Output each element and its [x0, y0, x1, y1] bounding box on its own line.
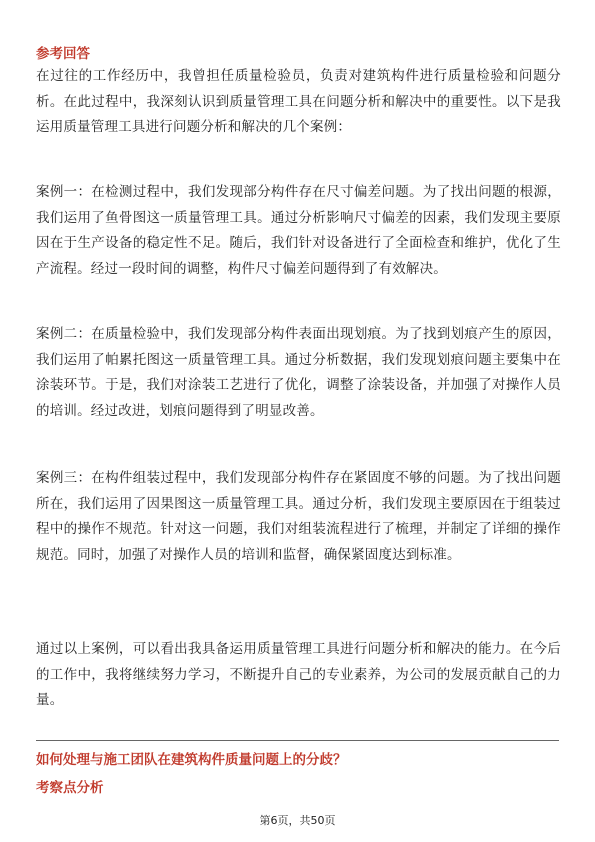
analysis-heading: 考察点分析 [36, 780, 104, 796]
case-two-paragraph: 案例二：在质量检验中，我们发现部分构件表面出现划痕。为了找到划痕产生的原因，我们运用了帕累托图这一质量管理工具。通过分析数据，我们发现划痕问题主要集中在涂装环节。于是，我们对涂装工艺进行了优化，调整了涂装设备，并加强了对操作人员的培训。经过改进，划痕问题得到了明显改善。 [36, 326, 561, 419]
case-one-paragraph: 案例一：在检测过程中，我们发现部分构件存在尺寸偏差问题。为了找出问题的根源，我们运用了鱼骨图这一质量管理工具。通过分析影响尺寸偏差的因素，我们发现主要原因在于生产设备的稳定性不足。随后，我们针对设备进行了全面检查和维护，优化了生产流程。经过一段时间的调整，构件尺寸偏差问题得到了有效解决。 [36, 184, 561, 277]
conclusion-paragraph: 通过以上案例，可以看出我具备运用质量管理工具进行问题分析和解决的能力。在今后的工作中，我将继续努力学习，不断提升自己的专业素养，为公司的发展贡献自己的力量。 [36, 641, 561, 708]
answer-heading: 参考回答 [36, 46, 90, 62]
page-number-footer: 第6页，共50页 [259, 814, 336, 827]
case-three-paragraph: 案例三：在构件组装过程中，我们发现部分构件存在紧固度不够的问题。为了找出问题所在，我们运用了因果图这一质量管理工具。通过分析，我们发现主要原因在于组装过程中的操作不规范。针对这一问题，我们对组装流程进行了梳理，并制定了详细的操作规范。同时，加强了对操作人员的培训和监督，确保紧固度达到标准。 [36, 470, 561, 563]
intro-paragraph: 在过往的工作经历中，我曾担任质量检验员，负责对建筑构件进行质量检验和问题分析。在此过程中，我深刻认识到质量管理工具在问题分析和解决中的重要性。以下是我运用质量管理工具进行问题分析和解决的几个案例： [36, 68, 561, 135]
next-question-heading: 如何处理与施工团队在建筑构件质量问题上的分歧？ [36, 752, 347, 768]
section-divider [36, 740, 559, 741]
